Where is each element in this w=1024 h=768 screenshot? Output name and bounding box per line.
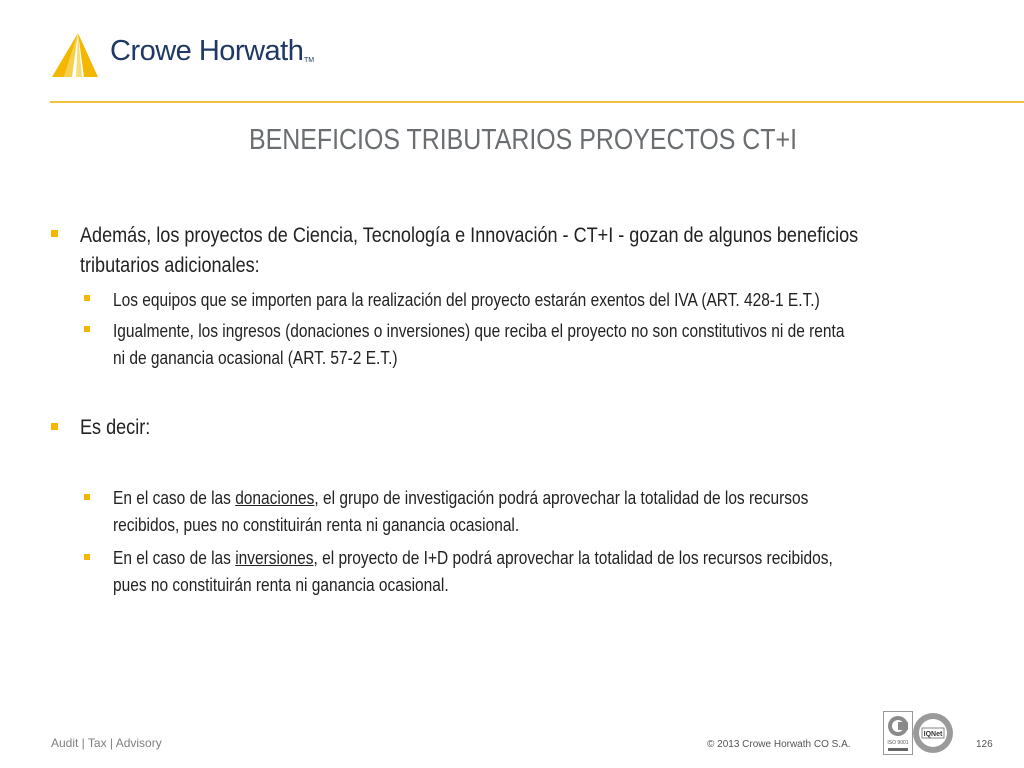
- bullet-marker: [51, 230, 58, 237]
- footer-copyright: © 2013 Crowe Horwath CO S.A.: [707, 739, 851, 750]
- cert2-label: IQNet: [923, 731, 943, 738]
- sub-bullet-marker: [84, 326, 90, 332]
- bullet1-sub1-text: Los equipos que se importen para la realización del proyecto estarán exentos del IVA (ART. 428-1 E.T.): [113, 290, 820, 310]
- footer-services: Audit | Tax | Advisory: [51, 736, 162, 750]
- sub-bullet-marker: [84, 554, 90, 560]
- cert1-label: ISO 9001: [887, 740, 909, 746]
- header-divider: [50, 101, 1024, 103]
- underlined-term-inversiones: inversiones: [235, 548, 314, 568]
- bullet1-text-line1: Además, los proyectos de Ciencia, Tecnología e Innovación - CT+I - gozan de algunos beneficios: [80, 224, 859, 247]
- slide-title: BENEFICIOS TRIBUTARIOS PROYECTOS CT+I: [248, 124, 798, 156]
- text-span: , el proyecto de I+D podrá aprovechar la totalidad de los recursos recibidos,: [313, 548, 833, 568]
- iqnet-certification-icon: [912, 712, 954, 754]
- bullet2-sub1-line1: [113, 485, 999, 512]
- bullet2-sub1-line2: recibidos, pues no constituirán renta ni ganancia ocasional.: [113, 515, 520, 535]
- crowe-logo-mark-icon: [50, 33, 106, 79]
- bullet1-sub2-line1: Igualmente, los ingresos (donaciones o inversiones) que reciba el proyecto no son constitutivos ni de renta: [113, 321, 845, 341]
- underlined-term-donaciones: donaciones: [235, 488, 315, 508]
- text-span: En el caso de las: [113, 548, 236, 568]
- bullet2-sub2-line1: [113, 545, 999, 572]
- text-span: En el caso de las: [113, 488, 236, 508]
- sub-bullet-marker: [84, 494, 90, 500]
- logo-trademark: TM: [304, 57, 315, 64]
- bullet1-sub2-line2: ni de ganancia ocasional (ART. 57-2 E.T.): [113, 348, 398, 368]
- iso-certification-icon: [883, 711, 913, 755]
- bullet2-sub2-line2: pues no constituirán renta ni ganancia ocasional.: [113, 575, 449, 595]
- bullet-marker: [51, 423, 58, 430]
- sub-bullet-marker: [84, 295, 90, 301]
- bullet2-text: Es decir:: [80, 416, 151, 439]
- crowe-horwath-logo: [50, 33, 330, 81]
- logo-text: Crowe Horwath: [110, 35, 304, 67]
- bullet1-text-line2: tributarios adicionales:: [80, 254, 260, 277]
- page-number: 126: [976, 739, 993, 750]
- text-span: , el grupo de investigación podrá aprovechar la totalidad de los recursos: [314, 488, 809, 508]
